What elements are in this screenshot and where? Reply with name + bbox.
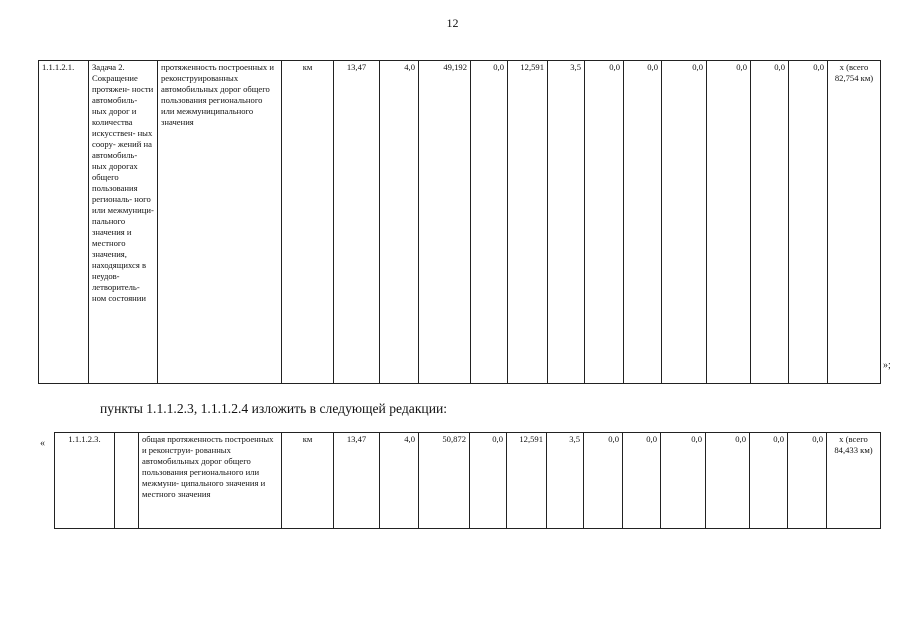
- value-cell: 0,0: [750, 433, 788, 529]
- value-cell: 0,0: [585, 61, 624, 384]
- value-cell: 0,0: [751, 61, 789, 384]
- value-cell: 0,0: [584, 433, 623, 529]
- value-cell: 50,872: [419, 433, 470, 529]
- row-code: 1.1.1.2.3.: [55, 433, 115, 529]
- value-cell: 0,0: [789, 61, 828, 384]
- unit-cell: км: [282, 433, 334, 529]
- value-cell: 12,591: [508, 61, 548, 384]
- value-cell: 49,192: [419, 61, 471, 384]
- indicator-name: общая протяженность построенных и реконструи- рованных автомобильных дорог общего пользования регионального или межмуни- ципального значения и местного значения: [139, 433, 282, 529]
- value-cell: 0,0: [788, 433, 827, 529]
- value-cell: 4,0: [380, 433, 419, 529]
- value-cell: 3,5: [547, 433, 584, 529]
- value-cell: 0,0: [662, 61, 707, 384]
- task-name: Задача 2. Сокращение протяжен- ности автомобиль- ных дорог и количества искусствен- ных соору- жений на автомобиль- ных дорогах общего пользования региональ- ного или межмуници- пального значения и местного значения, находящихся в неудов- летворитель- ном состоянии: [89, 61, 158, 384]
- unit-cell: км: [282, 61, 334, 384]
- table-row: [55, 433, 881, 529]
- indicator-name: протяженность построенных и реконструированных автомобильных дорог общего пользования регионального или межмуниципального значения: [158, 61, 282, 384]
- page-number: 12: [446, 16, 459, 30]
- value-cell: 3,5: [548, 61, 585, 384]
- value-cell: 0,0: [706, 433, 750, 529]
- value-cell: 0,0: [623, 433, 661, 529]
- value-cell: 0,0: [471, 61, 508, 384]
- value-cell: 13,47: [334, 61, 380, 384]
- total-cell: х (всего 82,754 км): [828, 61, 881, 384]
- value-cell: 4,0: [380, 61, 419, 384]
- value-cell: 12,591: [507, 433, 547, 529]
- value-cell: 13,47: [334, 433, 380, 529]
- task-table-1: [38, 60, 881, 384]
- task-table-2: [54, 432, 881, 529]
- value-cell: 0,0: [470, 433, 507, 529]
- value-cell: 0,0: [624, 61, 662, 384]
- value-cell: 0,0: [661, 433, 706, 529]
- total-cell: х (всего 84,433 км): [827, 433, 881, 529]
- amendment-paragraph: пункты 1.1.1.2.3, 1.1.1.2.4 изложить в следующей редакции:: [100, 401, 448, 416]
- row-code: 1.1.1.2.1.: [39, 61, 89, 384]
- opening-quote: «: [40, 438, 45, 449]
- value-cell: 0,0: [707, 61, 751, 384]
- task-name: [115, 433, 139, 529]
- table-row: [39, 61, 881, 384]
- closing-quote: »;: [883, 360, 891, 371]
